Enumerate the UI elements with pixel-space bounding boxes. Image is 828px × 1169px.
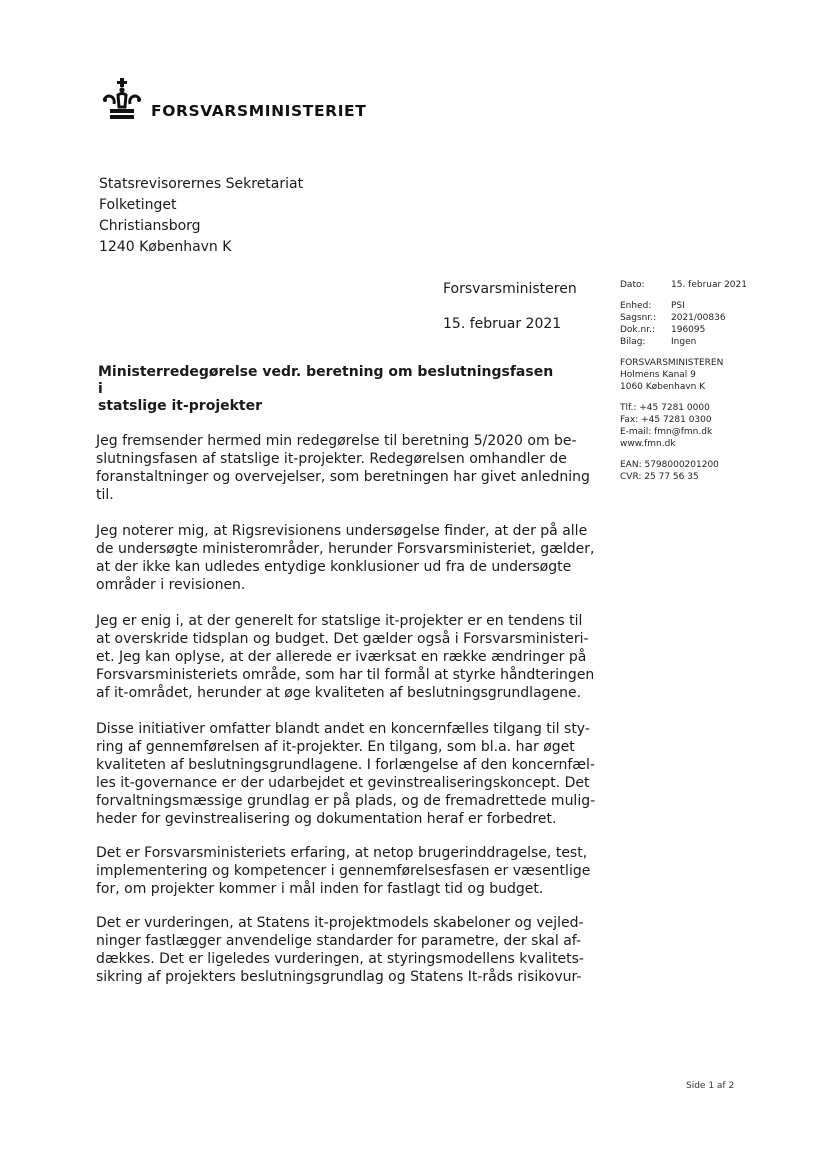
crown-icon (101, 78, 143, 123)
subject-line: Ministerredegørelse vedr. beretning om beslutningsfasen i (98, 364, 554, 397)
subject-line: statslige it-projekter (98, 398, 263, 414)
meta-value: 2021/00836 (671, 313, 726, 323)
recipient-line: Folketinget (99, 197, 177, 213)
body-line: forvaltningsmæssige grundlag er på plads, og de fremadrettede mulig- (96, 793, 596, 809)
contact-line: E-mail: fmn@fmn.dk (620, 427, 713, 437)
meta-row-attachment (620, 336, 747, 348)
logo-text: FORSVARSMINISTERIET (151, 102, 367, 120)
letter-body (96, 432, 596, 1002)
ministry-logo (101, 78, 366, 123)
body-line: til. (96, 487, 114, 503)
recipient-line: 1240 København K (99, 239, 232, 255)
body-line: ninger fastlægger anvendelige standarder for parametre, der skal af- (96, 933, 582, 949)
address-line: FORSVARSMINISTEREN (620, 358, 724, 368)
meta-row-unit (620, 300, 747, 312)
id-line: EAN: 5798000201200 (620, 460, 719, 470)
paragraph (96, 914, 584, 986)
paragraph (96, 432, 590, 504)
sender-address (620, 357, 747, 393)
body-line: et. Jeg kan oplyse, at der allerede er iværksat en række ændringer på (96, 649, 587, 665)
address-line: Holmens Kanal 9 (620, 370, 696, 380)
paragraph (96, 612, 595, 702)
body-line: foranstaltninger og overvejelser, som beretningen har givet anledning (96, 469, 590, 485)
body-line: Det er vurderingen, at Statens it-projektmodels skabeloner og vejled- (96, 915, 584, 931)
contact-line: Fax: +45 7281 0300 (620, 415, 712, 425)
meta-label: Sagsnr.: (620, 313, 657, 323)
body-line: af it-området, herunder at øge kvaliteten af beslutningsgrundlagene. (96, 685, 582, 701)
body-line: les it-governance er der udarbejdet et gevinstrealiseringskoncept. Det (96, 775, 590, 791)
body-line: områder i revisionen. (96, 577, 246, 593)
id-line: CVR: 25 77 56 35 (620, 472, 699, 482)
address-line: 1060 København K (620, 382, 706, 392)
body-line: at der ikke kan udledes entydige konklusioner ud fra de undersøgte (96, 559, 572, 575)
recipient-address (99, 174, 303, 258)
meta-row-date (620, 279, 747, 291)
body-line: dækkes. Det er ligeledes vurderingen, at styringsmodellens kvalitets- (96, 951, 584, 967)
recipient-line: Christiansborg (99, 218, 201, 234)
body-line: Det er Forsvarsministeriets erfaring, at netop brugerinddragelse, test, (96, 845, 588, 861)
body-line: Forsvarsministeriets område, som har til formål at styrke håndteringen (96, 667, 595, 683)
page-number: Side 1 af 2 (686, 1081, 735, 1091)
contact-info (620, 402, 747, 450)
recipient-line: Statsrevisorernes Sekretariat (99, 176, 304, 192)
meta-label: Bilag: (620, 337, 646, 347)
meta-value: 15. februar 2021 (671, 280, 747, 290)
body-line: kvaliteten af beslutningsgrundlagene. I forlængelse af den koncernfæl- (96, 757, 595, 773)
contact-line: www.fmn.dk (620, 439, 676, 449)
meta-label: Enhed: (620, 301, 652, 311)
body-line: sikring af projekters beslutningsgrundlag og Statens It-råds risikovur- (96, 969, 582, 985)
contact-line: Tlf.: +45 7281 0000 (620, 403, 710, 413)
body-line: implementering og kompetencer i gennemførelsesfasen er væsentlige (96, 863, 591, 879)
body-line: slutningsfasen af statslige it-projekter. Redegørelsen omhandler de (96, 451, 567, 467)
body-line: at overskride tidsplan og budget. Det gælder også i Forsvarsministeri- (96, 631, 589, 647)
meta-value: 196095 (671, 325, 706, 335)
meta-label: Dok.nr.: (620, 325, 655, 335)
meta-value: Ingen (671, 337, 697, 347)
body-line: ring af gennemførelsen af it-projekter. En tilgang, som bl.a. har øget (96, 739, 575, 755)
paragraph (96, 720, 596, 828)
paragraph (96, 522, 595, 594)
sender-name: Forsvarsministeren (443, 281, 577, 297)
meta-value: PSI (671, 301, 685, 311)
body-line: for, om projekter kommer i mål inden for fastlagt tid og budget. (96, 881, 544, 897)
meta-label: Dato: (620, 280, 645, 290)
body-line: Disse initiativer omfatter blandt andet en koncernfælles tilgang til sty- (96, 721, 590, 737)
meta-row-doc (620, 324, 747, 336)
body-line: heder for gevinstrealisering og dokumentation heraf er forbedret. (96, 811, 557, 827)
body-line: de undersøgte ministerområder, herunder Forsvarsministeriet, gælder, (96, 541, 595, 557)
registration-ids (620, 459, 747, 483)
letter-subject (98, 364, 558, 415)
letter-date: 15. februar 2021 (443, 316, 562, 332)
body-line: Jeg fremsender hermed min redegørelse til beretning 5/2020 om be- (96, 433, 577, 449)
sidebar-info (620, 279, 747, 483)
meta-row-case (620, 312, 747, 324)
body-line: Jeg er enig i, at der generelt for statslige it-projekter er en tendens til (96, 613, 583, 629)
body-line: Jeg noterer mig, at Rigsrevisionens undersøgelse finder, at der på alle (96, 523, 588, 539)
paragraph (96, 844, 591, 898)
